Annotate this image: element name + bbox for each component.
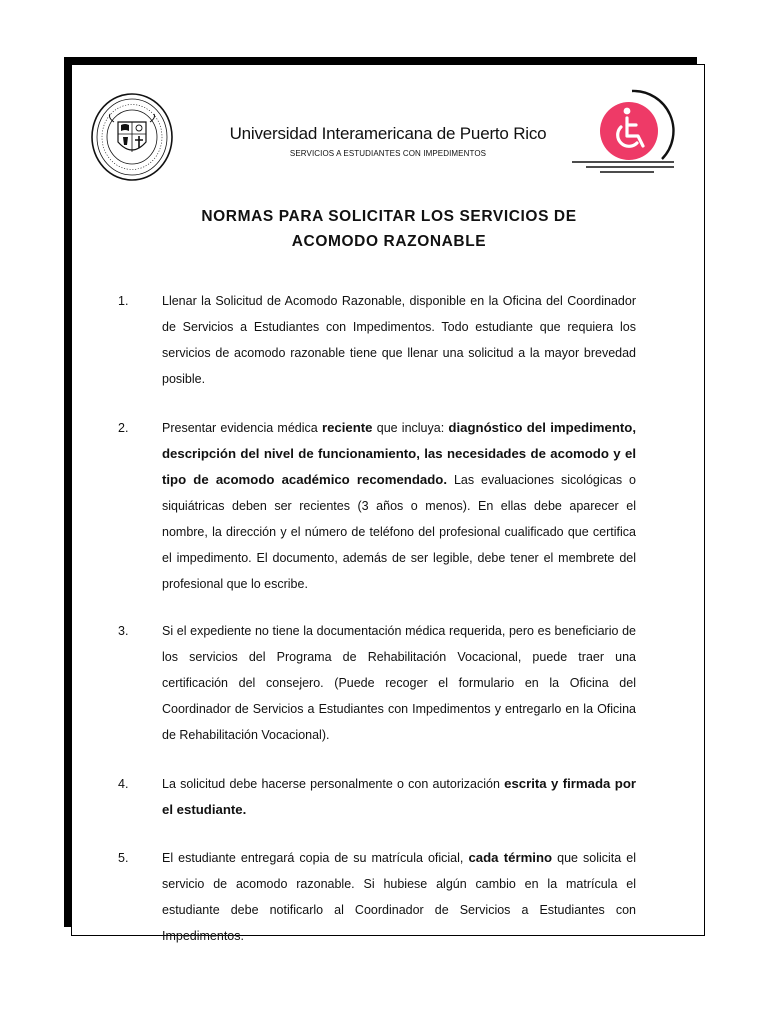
title-line-1: NORMAS PARA SOLICITAR LOS SERVICIOS DE: [201, 208, 577, 225]
wheelchair-accessibility-icon: [570, 85, 682, 180]
body-text: que incluya:: [372, 421, 449, 435]
emphasis-text: diagnóstico del impedimento, descripción del nivel de funcionamiento, las necesidades de acomodo y el tipo de acomodo académico recomendado.: [162, 420, 636, 487]
item-number: 1.: [118, 294, 129, 308]
item-text: [162, 618, 636, 748]
body-text: Presentar evidencia médica: [162, 421, 322, 435]
document-title: [162, 204, 616, 254]
item-number: 3.: [118, 624, 129, 638]
body-text: La solicitud debe hacerse personalmente o con autorización: [162, 777, 505, 791]
item-text: [162, 845, 636, 949]
body-text: Llenar la Solicitud de Acomodo Razonable, disponible en la Oficina del Coordinador de Servicios a Estudiantes con Impedimentos. Todo estudiante que requiera los servicios de acomodo razonable tiene que llenar una solicitud a la mayor brevedad posible.: [162, 294, 636, 386]
document-page: [71, 64, 705, 943]
emphasis-text: cada término: [468, 850, 553, 865]
item-number: 5.: [118, 851, 129, 865]
body-text: Las evaluaciones sicológicas o siquiátricas deben ser recientes (3 años o menos). En ellas debe aparecer el nombre, la dirección y el número de teléfono del profesional cualificado que certifica el impedimento. El documento, además de ser legible, debe tener el membrete del profesional que lo escribe.: [162, 473, 636, 591]
item-text: [162, 288, 636, 392]
item-text: [162, 771, 636, 823]
title-line-2: ACOMODO RAZONABLE: [291, 233, 487, 250]
item-number: 4.: [118, 777, 129, 791]
body-text: Si el expediente no tiene la documentación médica requerida, pero es beneficiario de los servicios del Programa de Rehabilitación Vocacional, puede traer una certificación del consejero. (Puede recoger el formulario en la Oficina del Coordinador de Servicios a Estudiantes con Impedimentos y entregarlo en la Oficina de Rehabilitación Vocacional).: [162, 624, 636, 742]
office-name: SERVICIOS A ESTUDIANTES CON IMPEDIMENTOS: [289, 149, 487, 158]
emphasis-text: reciente: [321, 420, 373, 435]
item-number: 2.: [118, 421, 129, 435]
emphasis-text: escrita y firmada por el estudiante.: [162, 776, 637, 817]
item-text: [162, 415, 636, 597]
body-text: que solicita el servicio de acomodo razonable. Si hubiese algún cambio en la matrícula el estudiante debe notificarlo al Coordinador de Servicios a Estudiantes con Impedimentos.: [162, 851, 636, 943]
university-name: Universidad Interamericana de Puerto Rico: [229, 124, 547, 143]
body-text: El estudiante entregará copia de su matrícula oficial,: [162, 851, 469, 865]
